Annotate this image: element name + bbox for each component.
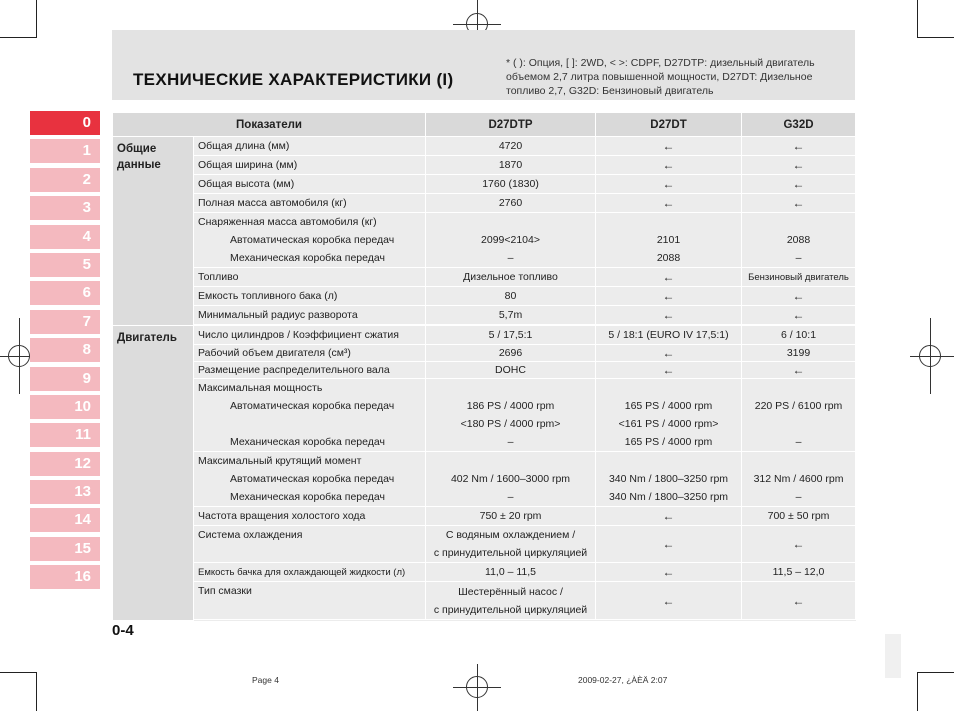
cell-value-group	[426, 213, 596, 268]
row-label: Число цилиндров / Коэффициент сжатия	[194, 326, 426, 345]
header-g32d: G32D	[742, 113, 856, 137]
cell-value-group	[426, 379, 596, 452]
chapter-tab-12[interactable]: 12	[30, 452, 100, 476]
cell-value: ←	[596, 582, 742, 620]
crop-mark	[918, 672, 954, 673]
cell-value: 165 PS / 4000 rpm	[624, 400, 713, 412]
chapter-tabs	[30, 111, 100, 594]
table-row	[113, 507, 856, 526]
row-label: Полная масса автомобиля (кг)	[194, 194, 426, 213]
header-d27dt: D27DT	[596, 113, 742, 137]
table-row	[113, 175, 856, 194]
side-strip	[885, 634, 901, 678]
cell-value: ←	[596, 175, 742, 194]
row-label: Рабочий объем двигателя (см³)	[194, 345, 426, 362]
chapter-tab-8[interactable]: 8	[30, 338, 100, 362]
chapter-tab-5[interactable]: 5	[30, 253, 100, 277]
table-row	[113, 326, 856, 345]
cell-value: 5 / 17,5:1	[426, 326, 596, 345]
cell-value-group	[596, 379, 742, 452]
cell-value: <180 PS / 4000 rpm>	[460, 418, 561, 430]
cell-value: –	[507, 252, 514, 264]
row-sublabel: Механическая коробка передач	[230, 436, 385, 448]
row-label: Минимальный радиус разворота	[194, 306, 426, 325]
cell-value: DOHC	[426, 362, 596, 379]
cell-value: ←	[596, 287, 742, 306]
table-row	[113, 526, 856, 563]
cell-value: ←	[596, 137, 742, 156]
table-row	[113, 379, 856, 452]
crop-mark	[917, 0, 918, 38]
row-label: Емкость бачка для охлаждающей жидкости (л)	[194, 563, 426, 582]
table-row	[113, 268, 856, 287]
row-label: Тип смазки	[194, 582, 426, 620]
cell-value: с принудительной циркуляцией	[433, 547, 588, 559]
cell-value-group	[742, 452, 856, 507]
crop-mark	[36, 0, 37, 38]
chapter-tab-13[interactable]: 13	[30, 480, 100, 504]
row-label: Снаряженная масса автомобиля (кг)	[198, 216, 377, 228]
cell-value: ←	[742, 287, 856, 306]
cell-value: ←	[742, 156, 856, 175]
registration-line	[910, 356, 954, 357]
cell-value: 312 Nm / 4600 rpm	[753, 473, 844, 485]
table-row	[113, 287, 856, 306]
row-sublabel: Механическая коробка передач	[230, 252, 385, 264]
cell-value-group	[742, 213, 856, 268]
cell-value: ←	[596, 507, 742, 526]
cell-value: ←	[596, 306, 742, 325]
cell-value-group	[596, 452, 742, 507]
cell-value-group	[596, 213, 742, 268]
cell-value: 2101	[656, 234, 681, 246]
row-label: Общая высота (мм)	[194, 175, 426, 194]
chapter-tab-15[interactable]: 15	[30, 537, 100, 561]
row-label: Частота вращения холостого хода	[194, 507, 426, 526]
table-row	[113, 563, 856, 582]
chapter-tab-0[interactable]: 0	[30, 111, 100, 135]
cell-value: 402 Nm / 1600–3000 rpm	[450, 473, 571, 485]
chapter-tab-7[interactable]: 7	[30, 310, 100, 334]
cell-value: 186 PS / 4000 rpm	[466, 400, 555, 412]
cell-value: 4720	[426, 137, 596, 156]
registration-line	[930, 318, 931, 394]
header-indicators: Показатели	[113, 113, 426, 137]
table-header-row	[113, 113, 856, 137]
row-label: Максимальный крутящий момент	[198, 455, 362, 467]
chapter-tab-3[interactable]: 3	[30, 196, 100, 220]
footer-page: Page 4	[252, 675, 279, 685]
spacer-row	[113, 620, 856, 621]
chapter-tab-9[interactable]: 9	[30, 367, 100, 391]
category-engine: Двигатель	[113, 326, 194, 621]
spec-table	[112, 112, 856, 621]
chapter-tab-1[interactable]: 1	[30, 139, 100, 163]
cell-value: ←	[596, 526, 742, 563]
page-title: ТЕХНИЧЕСКИЕ ХАРАКТЕРИСТИКИ (I)	[133, 70, 454, 89]
cell-value: –	[795, 436, 802, 448]
cell-value: 340 Nm / 1800–3250 rpm	[608, 473, 729, 485]
page-number: 0-4	[112, 622, 134, 639]
cell-value: 1760 (1830)	[426, 175, 596, 194]
cell-value: 2088	[786, 234, 811, 246]
cell-value: Бензиновый двигатель	[742, 268, 856, 287]
row-sublabel: Механическая коробка передач	[230, 491, 385, 503]
cell-value: 700 ± 50 rpm	[742, 507, 856, 526]
row-label: Система охлаждения	[194, 526, 426, 563]
cell-value: ←	[742, 175, 856, 194]
footer-timestamp: 2009-02-27, ¿ÀÈÄ 2:07	[578, 675, 668, 685]
category-general: Общие данные	[113, 137, 194, 326]
cell-value: ←	[596, 156, 742, 175]
chapter-tab-14[interactable]: 14	[30, 508, 100, 532]
footnote: * ( ): Опция, [ ]: 2WD, < >: CDPF, D27DTP: дизельный двигатель объемом 2,7 литра повышенной мощности, D27DT: Дизельное топливо 2,7, G32D: Бензиновый двигатель	[506, 57, 815, 97]
cell-value: ←	[742, 362, 856, 379]
cell-value: Шестерённый насос /	[458, 585, 563, 598]
cell-value-group	[742, 379, 856, 452]
cell-value: ←	[596, 268, 742, 287]
cell-value: ←	[596, 362, 742, 379]
cell-value-group	[426, 526, 596, 563]
table-row	[113, 156, 856, 175]
cell-value: ←	[742, 582, 856, 620]
chapter-tab-16[interactable]: 16	[30, 565, 100, 589]
table-row	[113, 345, 856, 362]
crop-mark	[36, 672, 37, 711]
cell-value: 5 / 18:1 (EURO IV 17,5:1)	[596, 326, 742, 345]
cell-value: ←	[742, 194, 856, 213]
cell-value: 3199	[742, 345, 856, 362]
cell-value: 750 ± 20 rpm	[426, 507, 596, 526]
registration-line	[19, 318, 20, 394]
registration-line	[477, 664, 478, 711]
cell-value: –	[795, 252, 802, 264]
cell-value: 1870	[426, 156, 596, 175]
chapter-tab-10[interactable]: 10	[30, 395, 100, 419]
row-sublabel: Автоматическая коробка передач	[230, 473, 395, 485]
row-label: Емкость топливного бака (л)	[194, 287, 426, 306]
cell-value: 220 PS / 6100 rpm	[754, 400, 843, 412]
cell-value: 11,0 – 11,5	[426, 563, 596, 582]
cell-value: 11,5 – 12,0	[742, 563, 856, 582]
row-label-group	[194, 213, 426, 268]
cell-value: ←	[742, 306, 856, 325]
crop-mark	[918, 37, 954, 38]
row-label: Общая ширина (мм)	[194, 156, 426, 175]
row-label: Максимальная мощность	[198, 382, 323, 394]
cell-value: 6 / 10:1	[742, 326, 856, 345]
cell-value: ←	[742, 526, 856, 563]
cell-value-group	[426, 452, 596, 507]
cell-value: 2696	[426, 345, 596, 362]
cell-value: ←	[596, 345, 742, 362]
row-sublabel: Автоматическая коробка передач	[230, 400, 395, 412]
table-row	[113, 306, 856, 325]
cell-value-group	[426, 582, 596, 620]
table-row	[113, 194, 856, 213]
cell-value: 165 PS / 4000 rpm	[624, 436, 713, 448]
header-d27dtp: D27DTP	[426, 113, 596, 137]
chapter-tab-2[interactable]: 2	[30, 168, 100, 192]
crop-mark	[917, 672, 918, 711]
cell-value: С водяным охлаждением /	[445, 529, 576, 541]
cell-value: Дизельное топливо	[426, 268, 596, 287]
cell-value: 2760	[426, 194, 596, 213]
crop-mark	[0, 37, 36, 38]
cell-value: 5,7m	[426, 306, 596, 325]
cell-value: –	[507, 436, 514, 448]
cell-value: 340 Nm / 1800–3250 rpm	[608, 491, 729, 503]
table-row	[113, 362, 856, 379]
row-label-group	[194, 379, 426, 452]
cell-value: 2099<2104>	[481, 234, 540, 246]
chapter-tab-6[interactable]: 6	[30, 281, 100, 305]
chapter-tab-4[interactable]: 4	[30, 225, 100, 249]
cell-value: ←	[596, 563, 742, 582]
table-row	[113, 452, 856, 507]
cell-value: ←	[596, 194, 742, 213]
cell-value: 80	[426, 287, 596, 306]
chapter-tab-11[interactable]: 11	[30, 423, 100, 447]
row-label-group	[194, 452, 426, 507]
row-label: Общая длина (мм)	[194, 137, 426, 156]
row-label: Размещение распределительного вала	[194, 362, 426, 379]
table-row	[113, 137, 856, 156]
row-sublabel: Автоматическая коробка передач	[230, 234, 395, 246]
cell-value: –	[507, 491, 514, 503]
table-row	[113, 582, 856, 620]
crop-mark	[0, 672, 36, 673]
cell-value: 2088	[656, 252, 681, 264]
cell-value: ←	[742, 137, 856, 156]
cell-value: <161 PS / 4000 rpm>	[618, 418, 719, 430]
cell-value: –	[795, 491, 802, 503]
cell-value: с принудительной циркуляцией	[433, 603, 588, 616]
row-label: Топливо	[194, 268, 426, 287]
table-row	[113, 213, 856, 268]
